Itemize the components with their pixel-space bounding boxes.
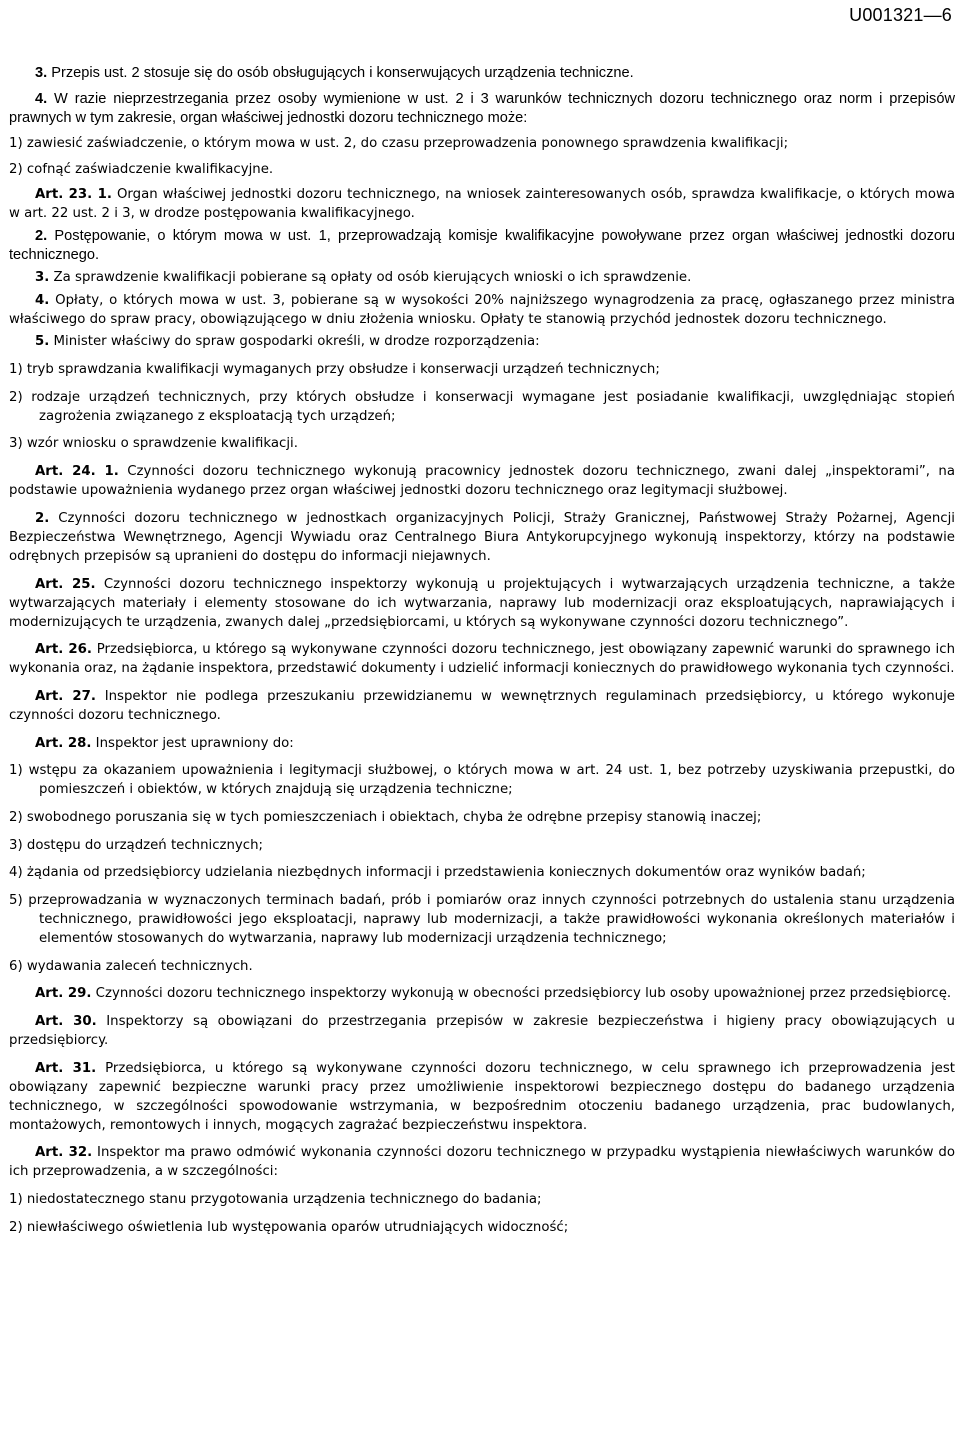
list-item [9,808,955,827]
paragraph-text: 2) cofnąć zaświadczenie kwalifikacyjne. [9,161,274,177]
list-item [9,957,955,976]
article-number: Art. 28. [35,735,92,751]
article-number: 4. [35,292,50,308]
list-item [9,836,955,855]
paragraph [9,227,955,265]
article-number: Art. 31. [35,1060,97,1076]
paragraph-text: Inspektor nie podlega przeszukaniu przewidzianemu w wewnętrznych regulaminach przedsiębiorcy, u którego wykonuje czynności dozoru technicznego. [9,688,955,723]
paragraph-text: Czynności dozoru technicznego w jednostkach organizacyjnych Policji, Straży Granicznej, Państwowej Straży Pożarnej, Agencji Bezpieczeństwa Wewnętrznego, Agencji Wywiadu oraz Centralnego Biura Antykorupcyjnego wykonują inspektorzy, którzy na podstawie odrębnych przepisów są upranieni do dostępu do informacji niejawnych. [9,510,955,564]
paragraph [9,185,955,223]
paragraph [9,640,955,678]
paragraph-text: 2) rodzaje urządzeń technicznych, przy których obsłudze i konserwacji wymagane jest posiadanie kwalifikacji, uwzględniając stopień zagrożenia związanego z eksploatacją tych urządzeń; [9,389,955,424]
paragraph-text: Czynności dozoru technicznego inspektorzy wykonują w obecności przedsiębiorcy lub osoby upoważnionej przez przedsiębiorcę. [91,986,952,1002]
paragraph [9,1143,955,1181]
paragraph-text: 1) tryb sprawdzania kwalifikacji wymaganych przy obsłudze i konserwacji urządzeń technicznych; [9,362,660,378]
article-number: Art. 30. [35,1014,97,1030]
paragraph-text: 3) dostępu do urządzeń technicznych; [9,837,264,853]
article-number: Art. 26. [35,642,92,658]
paragraph-text: Czynności dozoru technicznego inspektorzy wykonują u projektujących i wytwarzających urządzenia techniczne, a także wytwarzających materiały i elementy stosowane do ich wytwarzania, naprawy lub modernizacji oraz eksploatujących, naprawiających i modernizujących te urządzenia, zwanych dalej „przedsiębiorcami, u których są wykonywane czynności dozoru technicznego”. [9,576,955,630]
document-id: U001321—6 [849,5,952,25]
list-item [9,761,955,799]
paragraph [9,1012,955,1050]
list-item [9,134,955,153]
article-number: Art. 23. 1. [35,187,112,202]
paragraph [9,291,955,329]
paragraph [9,462,955,500]
paragraph-text: Opłaty, o których mowa w ust. 3, pobierane są w wysokości 20% najniższego wynagrodzenia za pracę, ogłaszanego przez ministra właściwego do spraw pracy, obowiązującego w dniu złożenia wniosku. Opłaty te stanowią przychód jednostek dozoru technicznego. [9,292,955,327]
article-number: Art. 24. 1. [35,464,119,480]
paragraph-text: Przepis ust. 2 stosuje się do osób obsługujących i konserwujących urządzenia techniczne. [47,65,634,81]
paragraph [9,984,955,1003]
paragraph-text: Przedsiębiorca, u którego są wykonywane czynności dozoru technicznego, jest obowiązany zapewnić warunki do sprawnego ich wykonania oraz, na żądanie inspektora, przedstawić dokumenty i udzielić informacji koniecznych do prawidłowego wykonania tych czynności. [9,642,955,677]
paragraph [9,509,955,566]
list-item [9,1190,955,1209]
paragraph-text: Czynności dozoru technicznego wykonują pracownicy jednostek dozoru technicznego, zwani dalej „inspektorami”, na podstawie upoważnienia wydanego przez organ właściwej jednostki dozoru technicznego oraz legitymacji służbowej. [9,464,956,499]
list-item [9,1218,955,1237]
paragraph-text: Inspektor jest uprawniony do: [91,735,294,751]
paragraph-text: W razie nieprzestrzegania przez osoby wymienione w ust. 2 i 3 warunków technicznych dozoru technicznego oraz norm i przepisów prawnych w tym zakresie, organ właściwej jednostki dozoru technicznego może: [9,90,955,126]
paragraph [9,64,955,83]
document-body [9,64,955,1246]
paragraph-text: 2) niewłaściwego oświetlenia lub występowania oparów utrudniających widoczność; [9,1219,569,1235]
article-number: 3. [35,65,48,81]
article-number: 2. [35,510,50,526]
paragraph [9,575,955,632]
paragraph [9,1059,955,1135]
paragraph-text: 4) żądania od przedsiębiorcy udzielania niezbędnych informacji i przedstawienia koniecznych dokumentów oraz wyników badań; [9,865,866,881]
paragraph-text: Minister właściwy do spraw gospodarki określi, w drodze rozporządzenia: [49,334,540,350]
section-c [9,332,955,1236]
paragraph-text: 6) wydawania zaleceń technicznych. [9,958,253,974]
paragraph-text: 3) wzór wniosku o sprawdzenie kwalifikacji. [9,436,298,452]
article-number: Art. 29. [35,986,92,1002]
list-item [9,160,955,179]
paragraph-text: Przedsiębiorca, u którego są wykonywane czynności dozoru technicznego, w celu sprawnego ich przeprowadzenia jest obowiązany zapewnić bezpieczne warunki pracy przez umożliwienie inspektorowi bezpiecznego dostępu do badanego urządzenia technicznego, w szczególności spowodowanie wstrzymania, w bezpośrednim otoczeniu badanego urządzenia, prac budowlanych, montażowych, remontowych i innych, mogących zagrażać bezpieczeństwu inspektora. [9,1060,955,1133]
paragraph [9,332,955,351]
paragraph-text: Inspektorzy są obowiązani do przestrzegania przepisów w zakresie bezpieczeństwa i higieny pracy obowiązujących u przedsiębiorcy. [9,1014,955,1049]
list-item [9,891,955,948]
article-number: Art. 25. [35,576,96,592]
article-number: 3. [35,270,50,286]
paragraph-text: Postępowanie, o którym mowa w ust. 1, przeprowadzają komisje kwalifikacyjne powoływane przez organ właściwej jednostki dozoru technicznego. [9,227,955,263]
section-b [9,185,955,329]
paragraph-text: Organ właściwej jednostki dozoru technicznego, na wniosek zainteresowanych osób, sprawdza kwalifikacje, o których mowa w art. 22 ust. 2 i 3, w drodze postępowania kwalifikacyjnego. [9,187,956,221]
paragraph-text: 1) zawiesić zaświadczenie, o którym mowa w ust. 2, do czasu przeprowadzenia ponownego sprawdzenia kwalifikacji; [9,136,789,151]
paragraph-text: 5) przeprowadzania w wyznaczonych terminach badań, prób i pomiarów oraz innych czynności potrzebnych do ustalenia stanu urządzenia technicznego, prawidłowości jego eksploatacji, naprawy lub modernizacji, a także prawidłowości wykonania określonych materiałów i elementów stosowanych do wytwarzania, naprawy lub modernizacji urządzenia technicznego; [9,893,955,946]
article-number: 4. [35,90,48,107]
paragraph [9,268,955,287]
list-item [9,388,955,426]
paragraph [9,687,955,725]
article-number: 5. [35,334,50,350]
paragraph-text: 1) niedostatecznego stanu przygotowania urządzenia technicznego do badania; [9,1192,542,1208]
section-a [9,64,955,179]
paragraph-text: Inspektor ma prawo odmówić wykonania czynności dozoru technicznego w przypadku wystąpienia niewłaściwych warunków do ich przeprowadzenia, a w szczególności: [9,1145,955,1180]
article-number: Art. 32. [35,1145,93,1161]
list-item [9,360,955,379]
paragraph-text: 1) wstępu za okazaniem upoważnienia i legitymacji służbowej, o których mowa w art. 24 ust. 1, bez potrzeby uzyskiwania przepustki, do pomieszczeń i obiektów, w których znajdują się urządzenia techniczne; [9,763,955,798]
list-item [9,863,955,882]
paragraph-text: Za sprawdzenie kwalifikacji pobierane są opłaty od osób kierujących wnioski o ich sprawdzenie. [49,270,692,286]
list-item [9,434,955,453]
paragraph [9,90,955,128]
paragraph [9,734,955,753]
paragraph-text: 2) swobodnego poruszania się w tych pomieszczeniach i obiektach, chyba że odrębne przepisy stanowią inaczej; [9,809,762,825]
article-number: 2. [35,227,48,244]
article-number: Art. 27. [35,688,96,704]
